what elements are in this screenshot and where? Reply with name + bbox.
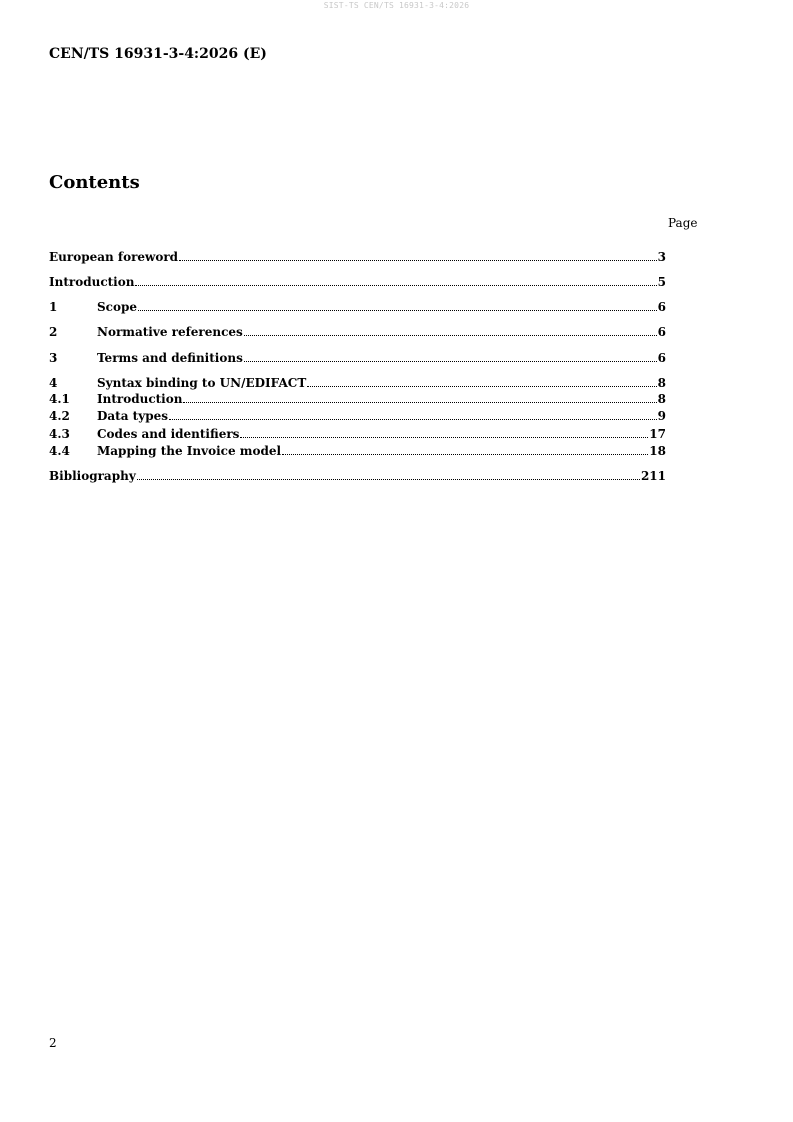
toc-entry-number: 2	[49, 325, 58, 339]
toc-entry-scope[interactable]	[49, 299, 666, 315]
contents-title: Contents	[49, 172, 140, 193]
toc-entry-text: Normative references	[97, 325, 243, 339]
toc-entry-number: 4.4	[49, 444, 70, 458]
toc-leader-dots	[240, 426, 648, 438]
toc-leader-dots	[244, 324, 657, 336]
toc-entry-number: 3	[49, 351, 58, 365]
toc-entry-text: European foreword	[49, 250, 179, 264]
toc-entry-introduction[interactable]	[49, 274, 666, 290]
toc-entry-bibliography[interactable]	[49, 468, 666, 484]
toc-entry-text: Scope	[97, 300, 138, 314]
toc-entry-number: 4	[49, 376, 58, 390]
watermark: SIST-TS CEN/TS 16931-3-4:2026	[323, 1, 470, 10]
toc-leader-dots	[169, 408, 657, 420]
toc-entry-page: 9	[657, 409, 666, 423]
toc-entry-text: Codes and identifiers	[97, 427, 240, 441]
toc-leader-dots	[138, 299, 657, 311]
toc-entry-text: Syntax binding to UN/EDIFACT	[97, 376, 307, 390]
toc-entry-page: 8	[657, 376, 666, 390]
toc-leader-dots	[183, 391, 656, 403]
toc-entry-text: Bibliography	[49, 469, 136, 483]
toc-entry-page: 18	[649, 444, 666, 458]
footer-page-number: 2	[49, 1036, 57, 1050]
toc-entry-text: Data types	[97, 409, 168, 423]
toc-entry-page: 6	[657, 300, 666, 314]
toc-entry-page: 8	[657, 392, 666, 406]
toc-entry-text: Introduction	[97, 392, 183, 406]
toc-entry-terms-and-definitions[interactable]	[49, 350, 666, 366]
toc-entry-normative-references[interactable]	[49, 324, 666, 340]
toc-entry-4-1-introduction[interactable]	[49, 391, 666, 407]
toc-entry-codes-and-identifiers[interactable]	[49, 426, 666, 442]
toc-entry-page: 5	[657, 275, 666, 289]
toc-leader-dots	[282, 443, 648, 455]
toc-entry-page: 3	[657, 250, 666, 264]
toc-entry-page: 211	[640, 469, 666, 483]
toc-entry-mapping-invoice-model[interactable]	[49, 443, 666, 459]
toc-leader-dots	[135, 274, 656, 286]
toc-entry-text: Mapping the Invoice model	[97, 444, 282, 458]
toc-entry-page: 17	[649, 427, 666, 441]
toc-entry-european-foreword[interactable]	[49, 249, 666, 265]
toc-leader-dots	[179, 249, 657, 261]
toc-entry-page: 6	[657, 325, 666, 339]
toc-entry-page: 6	[657, 351, 666, 365]
page-column-heading: Page	[668, 216, 698, 230]
toc-entry-text: Introduction	[49, 275, 135, 289]
toc-entry-number: 4.3	[49, 427, 70, 441]
toc-entry-syntax-binding[interactable]	[49, 375, 666, 391]
toc-leader-dots	[307, 375, 656, 387]
toc-leader-dots	[137, 468, 640, 480]
toc-entry-data-types[interactable]	[49, 408, 666, 424]
document-identifier: CEN/TS 16931-3-4:2026 (E)	[49, 46, 267, 62]
toc-leader-dots	[244, 350, 657, 362]
toc-entry-number: 4.1	[49, 392, 70, 406]
toc-entry-number: 4.2	[49, 409, 70, 423]
toc-entry-number: 1	[49, 300, 58, 314]
toc-entry-text: Terms and definitions	[97, 351, 243, 365]
